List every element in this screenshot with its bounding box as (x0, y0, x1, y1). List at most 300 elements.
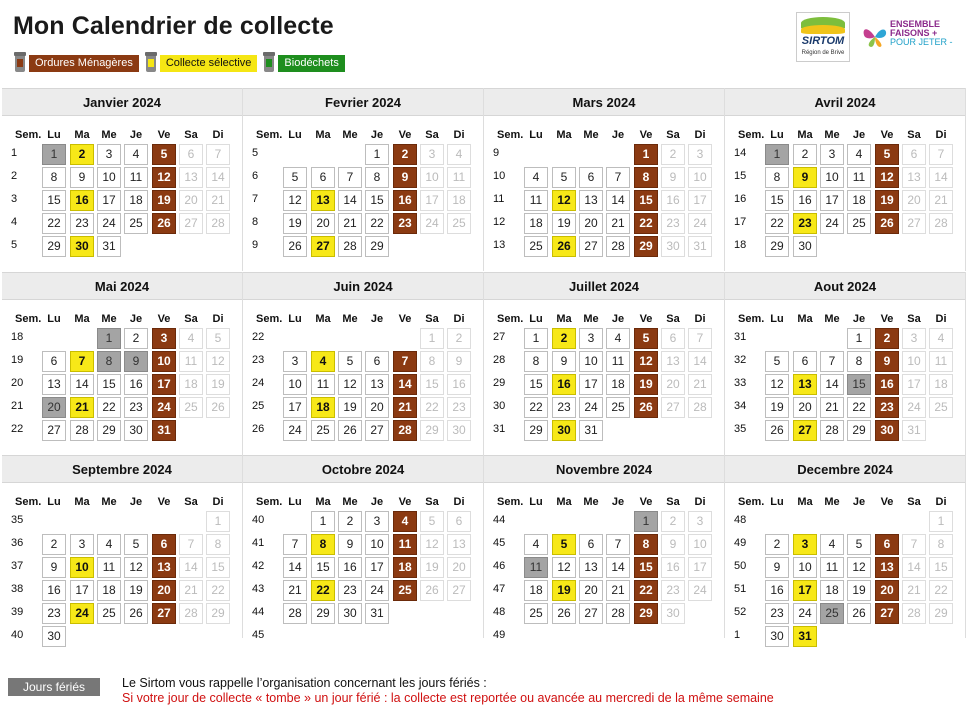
weekday-header: Di (453, 496, 465, 508)
week-number: 22 (252, 331, 265, 343)
weekday-header: Je (129, 313, 143, 325)
day-cell: 7 (393, 351, 417, 372)
weekday-header: Di (212, 129, 224, 141)
month-title: Mars 2024 (484, 88, 724, 116)
day-cell: 30 (70, 236, 94, 257)
weekday-header: Di (453, 129, 465, 141)
month-title: Mai 2024 (2, 272, 242, 300)
day-cell: 20 (179, 190, 203, 211)
week-number: 33 (734, 377, 747, 389)
day-cell: 13 (875, 557, 899, 578)
day-cell: 25 (124, 213, 148, 234)
day-cell: 8 (365, 167, 389, 188)
day-cell: 10 (688, 167, 712, 188)
day-cell: 22 (365, 213, 389, 234)
day-cell: 29 (311, 603, 335, 624)
sem-header: Sem. (497, 129, 524, 141)
weekday-header: Je (611, 313, 625, 325)
day-cell: 20 (661, 374, 685, 395)
week-number: 44 (493, 514, 506, 526)
day-cell: 29 (365, 236, 389, 257)
day-cell: 23 (124, 397, 148, 418)
day-cell: 3 (902, 328, 926, 349)
day-cell: 30 (124, 420, 148, 441)
day-cell: 22 (97, 397, 121, 418)
week-number: 5 (252, 147, 259, 159)
month-block (2, 455, 243, 643)
weekday-header: Lu (47, 496, 61, 508)
day-cell: 1 (634, 511, 658, 532)
weekday-header: Di (453, 313, 465, 325)
day-cell: 23 (661, 213, 685, 234)
legend-bio-label: Biodéchets (278, 55, 344, 72)
page-header (0, 0, 966, 86)
month-block (725, 88, 966, 271)
day-cell: 28 (338, 236, 362, 257)
day-cell: 18 (393, 557, 417, 578)
day-cell: 26 (765, 420, 789, 441)
day-cell: 27 (365, 420, 389, 441)
day-cell: 30 (338, 603, 362, 624)
day-cell: 17 (902, 374, 926, 395)
day-cell: 3 (820, 144, 844, 165)
weekday-header: Sa (184, 496, 198, 508)
day-cell: 12 (634, 351, 658, 372)
weekday-header: Ve (639, 496, 653, 508)
legend-ordures (14, 52, 139, 72)
day-cell: 29 (206, 603, 230, 624)
day-cell: 17 (820, 190, 844, 211)
day-cell: 3 (97, 144, 121, 165)
day-cell: 11 (393, 534, 417, 555)
day-cell: 1 (524, 328, 548, 349)
day-cell: 17 (365, 557, 389, 578)
week-number: 39 (11, 606, 24, 618)
day-cell: 26 (283, 236, 307, 257)
week-number: 15 (734, 170, 747, 182)
day-cell: 4 (447, 144, 471, 165)
day-cell: 9 (447, 351, 471, 372)
day-cell: 5 (847, 534, 871, 555)
day-cell: 23 (793, 213, 817, 234)
week-number: 4 (11, 216, 18, 228)
legend-ordures-label: Ordures Ménagères (29, 55, 139, 72)
weekday-header: Ve (398, 129, 412, 141)
day-cell: 13 (902, 167, 926, 188)
day-cell: 24 (688, 580, 712, 601)
weekday-header: Lu (529, 496, 543, 508)
day-cell: 14 (820, 374, 844, 395)
weekday-header: Je (129, 496, 143, 508)
day-cell: 4 (393, 511, 417, 532)
day-cell: 5 (634, 328, 658, 349)
week-number: 51 (734, 583, 747, 595)
day-cell: 31 (365, 603, 389, 624)
day-cell: 12 (420, 534, 444, 555)
day-cell: 5 (552, 534, 576, 555)
day-cell: 24 (97, 213, 121, 234)
day-cell: 11 (606, 351, 630, 372)
day-cell: 9 (661, 167, 685, 188)
day-cell: 9 (765, 557, 789, 578)
weekday-header: Lu (47, 129, 61, 141)
day-cell: 29 (42, 236, 66, 257)
week-number: 38 (11, 583, 24, 595)
day-cell: 25 (311, 420, 335, 441)
sem-header: Sem. (15, 496, 42, 508)
month-block (484, 455, 725, 641)
week-number: 42 (252, 560, 265, 572)
day-cell: 4 (524, 167, 548, 188)
day-cell: 14 (70, 374, 94, 395)
day-cell: 16 (338, 557, 362, 578)
day-cell: 2 (793, 144, 817, 165)
day-cell: 29 (765, 236, 789, 257)
sem-header: Sem. (738, 313, 765, 325)
day-cell: 3 (365, 511, 389, 532)
day-cell: 12 (552, 557, 576, 578)
day-cell: 27 (902, 213, 926, 234)
weekday-header: Ma (556, 496, 572, 508)
week-number: 34 (734, 400, 747, 412)
day-cell: 29 (847, 420, 871, 441)
day-cell: 13 (447, 534, 471, 555)
day-cell: 3 (688, 144, 712, 165)
sem-header: Sem. (738, 496, 765, 508)
day-cell: 21 (338, 213, 362, 234)
weekday-header: Sa (666, 129, 680, 141)
month-block (243, 272, 484, 455)
day-cell: 26 (206, 397, 230, 418)
week-number: 2 (11, 170, 18, 182)
ensemble-line2: FAISONS + (890, 28, 938, 38)
weekday-header: Lu (770, 313, 784, 325)
day-cell: 4 (820, 534, 844, 555)
week-number: 48 (493, 606, 506, 618)
day-cell: 10 (283, 374, 307, 395)
day-cell: 20 (579, 213, 603, 234)
footer (0, 668, 966, 714)
week-number: 45 (252, 629, 265, 641)
trash-bin-icon (145, 52, 157, 72)
day-cell: 7 (179, 534, 203, 555)
week-number: 5 (11, 239, 18, 251)
day-cell: 19 (338, 397, 362, 418)
day-cell: 18 (97, 580, 121, 601)
month-title: Janvier 2024 (2, 88, 242, 116)
day-cell: 23 (765, 603, 789, 624)
day-cell: 17 (579, 374, 603, 395)
day-cell: 18 (524, 213, 548, 234)
week-number: 13 (493, 239, 506, 251)
sem-header: Sem. (256, 313, 283, 325)
day-cell: 26 (338, 420, 362, 441)
weekday-header: Je (611, 129, 625, 141)
day-cell: 5 (152, 144, 176, 165)
day-cell: 24 (579, 397, 603, 418)
weekday-header: Ma (797, 496, 813, 508)
day-cell: 7 (820, 351, 844, 372)
day-cell: 21 (179, 580, 203, 601)
day-cell: 27 (875, 603, 899, 624)
sem-header: Sem. (738, 129, 765, 141)
day-cell: 29 (634, 603, 658, 624)
day-cell: 19 (124, 580, 148, 601)
month-block (725, 272, 966, 455)
week-number: 1 (11, 147, 18, 159)
day-cell: 15 (97, 374, 121, 395)
day-cell: 27 (42, 420, 66, 441)
day-cell: 7 (929, 144, 953, 165)
weekday-header: Je (370, 496, 384, 508)
day-cell: 2 (765, 534, 789, 555)
day-cell: 14 (902, 557, 926, 578)
weekday-header: Je (129, 129, 143, 141)
day-cell: 25 (847, 213, 871, 234)
weekday-header: Ve (880, 496, 894, 508)
weekday-header: Ve (157, 496, 171, 508)
day-cell: 28 (393, 420, 417, 441)
day-cell: 20 (447, 557, 471, 578)
day-cell: 27 (793, 420, 817, 441)
month-block (243, 88, 484, 271)
day-cell: 15 (765, 190, 789, 211)
weekday-header: Sa (907, 313, 921, 325)
day-cell: 15 (524, 374, 548, 395)
day-cell: 17 (152, 374, 176, 395)
day-cell: 19 (875, 190, 899, 211)
week-number: 47 (493, 583, 506, 595)
day-cell: 3 (70, 534, 94, 555)
weekday-header: Me (824, 129, 840, 141)
day-cell: 10 (902, 351, 926, 372)
day-cell: 16 (661, 190, 685, 211)
day-cell: 4 (179, 328, 203, 349)
day-cell: 17 (70, 580, 94, 601)
day-cell: 18 (124, 190, 148, 211)
weekday-header: Sa (184, 129, 198, 141)
day-cell: 8 (929, 534, 953, 555)
day-cell: 13 (579, 190, 603, 211)
day-cell: 7 (688, 328, 712, 349)
day-cell: 16 (70, 190, 94, 211)
day-cell: 13 (42, 374, 66, 395)
day-cell: 28 (902, 603, 926, 624)
day-cell: 29 (97, 420, 121, 441)
weekday-header: Ma (315, 496, 331, 508)
day-cell: 18 (820, 580, 844, 601)
week-number: 18 (734, 239, 747, 251)
day-cell: 24 (70, 603, 94, 624)
weekday-header: Di (935, 496, 947, 508)
week-number: 30 (493, 400, 506, 412)
day-cell: 28 (206, 213, 230, 234)
day-cell: 28 (606, 603, 630, 624)
day-cell: 4 (311, 351, 335, 372)
day-cell: 11 (524, 557, 548, 578)
day-cell: 22 (420, 397, 444, 418)
day-cell: 2 (42, 534, 66, 555)
day-cell: 6 (793, 351, 817, 372)
day-cell: 26 (847, 603, 871, 624)
day-cell: 29 (524, 420, 548, 441)
day-cell: 4 (606, 328, 630, 349)
day-cell: 27 (311, 236, 335, 257)
day-cell: 13 (579, 557, 603, 578)
day-cell: 18 (929, 374, 953, 395)
weekday-header: Lu (770, 496, 784, 508)
week-number: 44 (252, 606, 265, 618)
month-block (484, 88, 725, 271)
week-number: 9 (252, 239, 259, 251)
day-cell: 25 (524, 236, 548, 257)
day-cell: 15 (42, 190, 66, 211)
day-cell: 15 (634, 190, 658, 211)
week-number: 46 (493, 560, 506, 572)
week-number: 21 (11, 400, 24, 412)
day-cell: 12 (765, 374, 789, 395)
day-cell: 21 (929, 190, 953, 211)
day-cell: 5 (765, 351, 789, 372)
butterfly-icon (862, 24, 888, 50)
day-cell: 22 (765, 213, 789, 234)
day-cell: 31 (97, 236, 121, 257)
day-cell: 17 (688, 557, 712, 578)
week-number: 49 (734, 537, 747, 549)
sirtom-logo (796, 12, 850, 62)
day-cell: 17 (283, 397, 307, 418)
page-title: Mon Calendrier de collecte (13, 12, 334, 40)
day-cell: 12 (152, 167, 176, 188)
day-cell: 13 (311, 190, 335, 211)
weekday-header: Ve (880, 313, 894, 325)
week-number: 20 (11, 377, 24, 389)
weekday-header: Ve (157, 129, 171, 141)
day-cell: 15 (206, 557, 230, 578)
day-cell: 23 (70, 213, 94, 234)
day-cell: 9 (42, 557, 66, 578)
day-cell: 10 (688, 534, 712, 555)
day-cell: 5 (552, 167, 576, 188)
day-cell: 12 (206, 351, 230, 372)
day-cell: 25 (929, 397, 953, 418)
day-cell: 14 (606, 190, 630, 211)
day-cell: 10 (420, 167, 444, 188)
day-cell: 30 (661, 603, 685, 624)
day-cell: 10 (152, 351, 176, 372)
week-number: 31 (493, 423, 506, 435)
trash-bin-icon (263, 52, 275, 72)
day-cell: 30 (42, 626, 66, 647)
weekday-header: Lu (770, 129, 784, 141)
month-title: Avril 2024 (725, 88, 965, 116)
day-cell: 8 (524, 351, 548, 372)
day-cell: 16 (661, 557, 685, 578)
day-cell: 26 (552, 603, 576, 624)
weekday-header: Di (212, 313, 224, 325)
day-cell: 14 (688, 351, 712, 372)
day-cell: 13 (661, 351, 685, 372)
day-cell: 12 (124, 557, 148, 578)
weekday-header: Sa (425, 313, 439, 325)
weekday-header: Di (694, 129, 706, 141)
week-number: 37 (11, 560, 24, 572)
weekday-header: Ve (398, 496, 412, 508)
day-cell: 6 (365, 351, 389, 372)
legend-collecte-label: Collecte sélective (160, 55, 258, 72)
day-cell: 6 (579, 534, 603, 555)
weekday-header: Ma (556, 313, 572, 325)
week-number: 41 (252, 537, 265, 549)
day-cell: 23 (447, 397, 471, 418)
day-cell: 27 (447, 580, 471, 601)
day-cell: 2 (124, 328, 148, 349)
weekday-header: Me (342, 313, 358, 325)
day-cell: 21 (902, 580, 926, 601)
day-cell: 9 (124, 351, 148, 372)
day-cell: 7 (283, 534, 307, 555)
day-cell: 1 (929, 511, 953, 532)
ensemble-line3: POUR JETER - (890, 37, 953, 47)
day-cell: 8 (420, 351, 444, 372)
day-cell: 22 (929, 580, 953, 601)
day-cell: 17 (793, 580, 817, 601)
day-cell: 3 (793, 534, 817, 555)
legend-collecte-selective (145, 52, 258, 72)
day-cell: 13 (793, 374, 817, 395)
day-cell: 6 (447, 511, 471, 532)
week-number: 3 (11, 193, 18, 205)
week-number: 31 (734, 331, 747, 343)
month-block (725, 455, 966, 643)
day-cell: 14 (206, 167, 230, 188)
jours-feries-badge: Jours fériés (8, 678, 100, 696)
day-cell: 10 (579, 351, 603, 372)
day-cell: 3 (688, 511, 712, 532)
day-cell: 15 (365, 190, 389, 211)
week-number: 28 (493, 354, 506, 366)
day-cell: 9 (338, 534, 362, 555)
day-cell: 11 (311, 374, 335, 395)
day-cell: 12 (338, 374, 362, 395)
day-cell: 5 (206, 328, 230, 349)
week-number: 40 (11, 629, 24, 641)
day-cell: 19 (206, 374, 230, 395)
day-cell: 1 (634, 144, 658, 165)
month-title: Juillet 2024 (484, 272, 724, 300)
weekday-header: Di (694, 313, 706, 325)
day-cell: 23 (42, 603, 66, 624)
weekday-header: Me (583, 313, 599, 325)
day-cell: 21 (820, 397, 844, 418)
day-cell: 23 (661, 580, 685, 601)
day-cell: 5 (420, 511, 444, 532)
sem-header: Sem. (256, 496, 283, 508)
day-cell: 14 (393, 374, 417, 395)
day-cell: 6 (875, 534, 899, 555)
day-cell: 3 (420, 144, 444, 165)
day-cell: 1 (847, 328, 871, 349)
footer-notice: Le Sirtom vous rappelle l’organisation concernant les jours fériés : (122, 676, 487, 690)
day-cell: 1 (206, 511, 230, 532)
day-cell: 23 (393, 213, 417, 234)
day-cell: 4 (524, 534, 548, 555)
day-cell: 7 (70, 351, 94, 372)
weekday-header: Me (342, 496, 358, 508)
day-cell: 13 (179, 167, 203, 188)
day-cell: 1 (765, 144, 789, 165)
weekday-header: Je (370, 313, 384, 325)
